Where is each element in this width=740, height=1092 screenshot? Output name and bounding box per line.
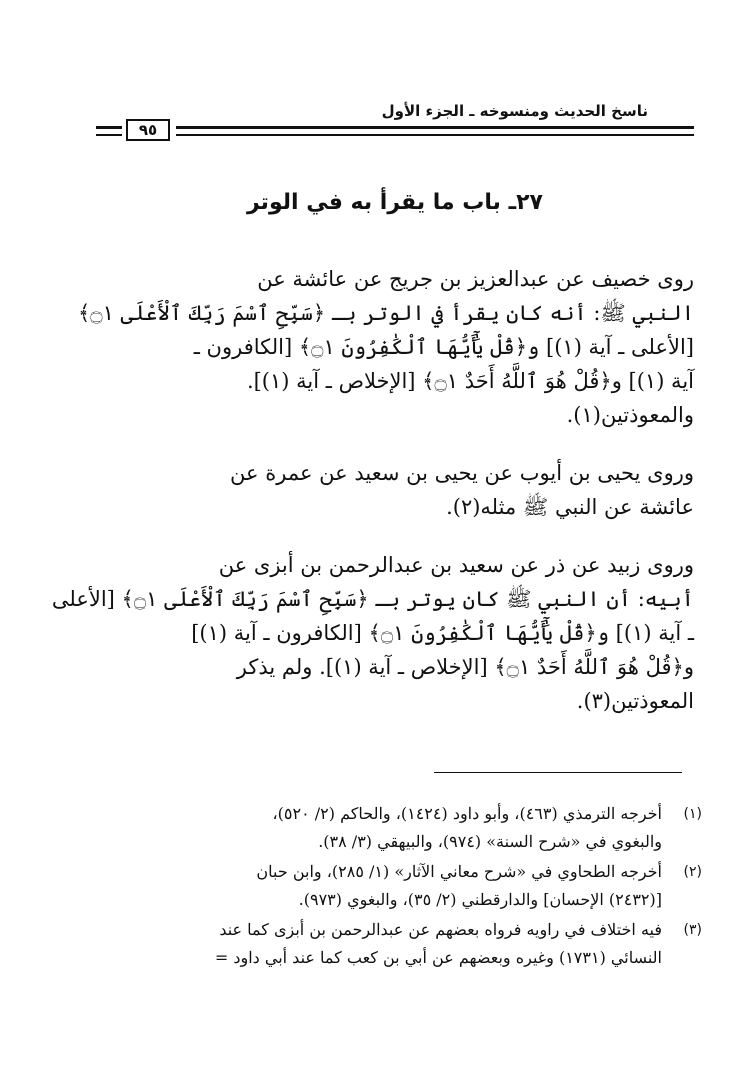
footnote-3	[96, 916, 702, 972]
footnote-text	[96, 916, 662, 972]
main-text	[51, 262, 694, 742]
text-line: و﴿قُلْ هُوَ ٱللَّهُ أَحَدٌ ۝١﴾ [الإخلاص ـ آية (١)]. ولم يذكر	[236, 655, 694, 679]
text-line: المعوذتين(٣).	[576, 689, 694, 713]
footnotes	[96, 800, 702, 974]
footnote-line: النسائي (١٧٣١) وغيره وبعضهم عن أبي بن كعب كما عند أبي داود =	[214, 948, 662, 967]
footnote-number: (٢)	[683, 864, 702, 880]
footnote-line: فيه اختلاف في راويه فرواه بعضهم عن عبدالرحمن بن أبزى كما عند	[219, 920, 662, 939]
text-line: عائشة عن النبي ﷺ مثله(٢).	[446, 495, 694, 519]
text-line: النبي ﷺ: أنه كان يقرأ في الوتر بـ ﴿سَبِّحِ ٱسْمَ رَبِّكَ ٱلْأَعْلَى ۝١﴾	[77, 301, 694, 325]
footnote-line: والبغوي في «شرح السنة» (٩٧٤)، والبيهقي (٣/ ٣٨).	[318, 832, 662, 851]
text-line: وروى يحيى بن أيوب عن يحيى بن سعيد عن عمرة عن	[230, 461, 694, 485]
text-line: والمعوذتين(١).	[566, 403, 694, 427]
header-rule-short-bottom	[96, 134, 122, 136]
page-number: ٩٥	[126, 119, 170, 141]
header-rule	[96, 121, 694, 142]
running-header-title: ناسخ الحديث ومنسوخه ـ الجزء الأول	[381, 102, 648, 120]
text-line: [الأعلى ـ آية (١)] و﴿قُلْ يَٰٓأَيُّهَا ٱلْكَٰفِرُونَ ۝١﴾ [الكافرون ـ	[193, 335, 694, 359]
paragraph-1	[77, 262, 694, 432]
footnote-1	[96, 800, 702, 856]
header-rule-short-top	[96, 126, 122, 129]
footnote-line: أخرجه الطحاوي في «شرح معاني الآثار» (١/ ٢٨٥)، وابن حبان	[256, 862, 662, 881]
text-line: وروى زبيد عن ذر عن سعيد بن عبدالرحمن بن أبزى عن	[218, 553, 694, 577]
footnote-number: (٣)	[683, 922, 702, 938]
footnote-line: أخرجه الترمذي (٤٦٣)، وأبو داود (١٤٢٤)، والحاكم (٢/ ٥٢٠)،	[272, 804, 662, 823]
paragraph-3	[51, 548, 694, 718]
footnote-text	[96, 858, 662, 914]
footnote-text	[96, 800, 662, 856]
text-line: روى خصيف عن عبدالعزيز بن جريج عن عائشة عن	[257, 267, 694, 291]
footnote-separator	[434, 772, 682, 773]
text-line: ـ آية (١)] و﴿قُلْ يَٰٓأَيُّهَا ٱلْكَٰفِرُونَ ۝١﴾ [الكافرون ـ آية (١)]	[191, 621, 694, 645]
header-rule-long-bottom	[176, 134, 694, 136]
header-rule-long-top	[176, 126, 694, 129]
footnote-2	[96, 858, 702, 914]
paragraph-2	[96, 456, 694, 524]
text-line: أبيه: أن النبي ﷺ كان يوتر بـ ﴿سَبِّحِ ٱسْمَ رَبِّكَ ٱلْأَعْلَى ۝١﴾ [الأعلى	[51, 587, 694, 611]
footnote-number: (١)	[683, 806, 702, 822]
chapter-title: ٢٧ـ باب ما يقرأ به في الوتر	[247, 190, 543, 215]
text-line: آية (١)] و﴿قُلْ هُوَ ٱللَّهُ أَحَدٌ ۝١﴾ [الإخلاص ـ آية (١)].	[246, 369, 694, 393]
footnote-line: [(٢٤٣٢) الإحسان] والدارقطني (٢/ ٣٥)، والبغوي (٩٧٣).	[298, 890, 662, 909]
